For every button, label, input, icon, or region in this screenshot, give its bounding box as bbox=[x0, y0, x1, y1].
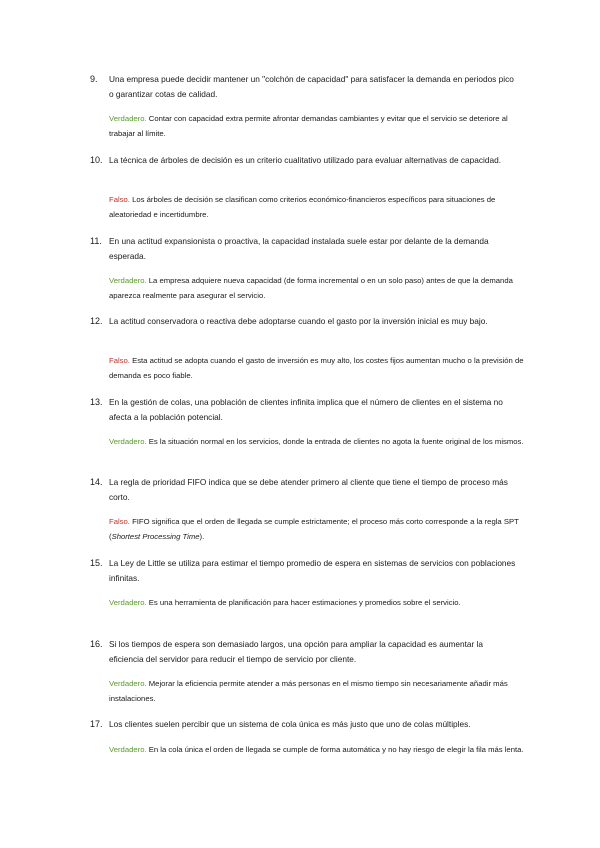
verdict-label: Falso. bbox=[109, 517, 130, 526]
verdict-label: Verdadero. bbox=[109, 276, 147, 285]
answer-explanation: En la cola única el orden de llegada se cumple de forma automática y no hay riesgo de elegir la fila más lenta. bbox=[148, 745, 524, 754]
answer-explanation: Los árboles de decisión se clasifican como criterios económico-financieros específicos para situaciones de aleatoriedad e incertidumbre. bbox=[109, 195, 496, 219]
question-number: 10. bbox=[90, 155, 103, 165]
answer bbox=[109, 743, 524, 758]
verdict-label: Verdadero. bbox=[109, 598, 147, 607]
verdict-label: Falso. bbox=[109, 356, 130, 365]
verdict-label: Verdadero. bbox=[109, 114, 147, 123]
answer bbox=[109, 193, 524, 222]
answer: Falso. FIFO significa que el orden de llegada se cumple estrictamente; el proceso más corto corresponde a la regla SPT (Shortest Processing Time). bbox=[109, 517, 519, 541]
answer-explanation: Esta actitud se adopta cuando el gasto de inversión es muy alto, los costes fijos aumentan mucho o la previsión de demanda es poco fiable. bbox=[109, 356, 524, 380]
question-number: 15. bbox=[90, 558, 103, 568]
answer-explanation: La empresa adquiere nueva capacidad (de forma incremental o en un solo paso) antes de que la demanda aparezca realmente para asegurar el servicio. bbox=[109, 276, 513, 300]
question-text: Una empresa puede decidir mantener un "colchón de capacidad" para satisfacer la demanda en periodos pico o garantizar cotas de calidad. bbox=[109, 74, 514, 99]
question-text: La Ley de Little se utiliza para estimar el tiempo promedio de espera en sistemas de servicios con poblaciones infinitas. bbox=[109, 558, 516, 583]
answer-explanation: Es la situación normal en los servicios, donde la entrada de clientes no agota la fuente original de los mismos. bbox=[148, 437, 524, 446]
question-number: 17. bbox=[90, 719, 103, 729]
question-number: 13. bbox=[90, 397, 103, 407]
answer bbox=[109, 596, 524, 611]
answer bbox=[109, 435, 524, 450]
question-number: 14. bbox=[90, 477, 103, 487]
answer-explanation: Es una herramienta de planificación para hacer estimaciones y promedios sobre el servicio. bbox=[148, 598, 461, 607]
answer-explanation: Contar con capacidad extra permite afrontar demandas cambiantes y evitar que el servicio se deteriore al trabajar al límite. bbox=[109, 114, 508, 138]
question-number: 16. bbox=[90, 639, 103, 649]
question-number: 12. bbox=[90, 316, 103, 326]
question-text: Si los tiempos de espera son demasiado largos, una opción para ampliar la capacidad es aumentar la eficiencia del servidor para reducir el tiempo de servicio por cliente. bbox=[109, 639, 484, 664]
question-text: Los clientes suelen percibir que un sistema de cola única es más justo que uno de colas múltiples. bbox=[109, 719, 471, 729]
verdict-label: Falso. bbox=[109, 195, 130, 204]
answer bbox=[109, 354, 524, 383]
answer-explanation: FIFO significa que el orden de llegada se cumple estrictamente; el proceso más corto corresponde a la regla SPT bbox=[132, 517, 519, 526]
answer bbox=[109, 677, 524, 706]
question-text: En una actitud expansionista o proactiva, la capacidad instalada suele estar por delante de la demanda esperada. bbox=[109, 236, 489, 261]
question-text: La técnica de árboles de decisión es un criterio cualitativo utilizado para evaluar alternativas de capacidad. bbox=[109, 155, 502, 165]
verdict-label: Verdadero. bbox=[109, 437, 147, 446]
answer-explanation-italic: Shortest Processing Time bbox=[111, 531, 200, 541]
verdict-label: Verdadero. bbox=[109, 745, 147, 754]
question-text: La regla de prioridad FIFO indica que se debe atender primero al cliente que tiene el tiempo de proceso más corto. bbox=[109, 477, 508, 502]
answer bbox=[109, 274, 524, 303]
verdict-label: Verdadero. bbox=[109, 679, 147, 688]
question-number: 9. bbox=[90, 74, 98, 84]
question-text: En la gestión de colas, una población de clientes infinita implica que el número de clientes en el sistema no afecta a la población potencial. bbox=[109, 397, 503, 422]
answer bbox=[109, 112, 524, 141]
question-text: La actitud conservadora o reactiva debe adoptarse cuando el gasto por la inversión inicial es muy bajo. bbox=[109, 316, 488, 326]
question-number: 11. bbox=[90, 236, 102, 246]
answer-explanation: Mejorar la eficiencia permite atender a más personas en el mismo tiempo sin necesariamente añadir más instalaciones. bbox=[109, 679, 508, 703]
